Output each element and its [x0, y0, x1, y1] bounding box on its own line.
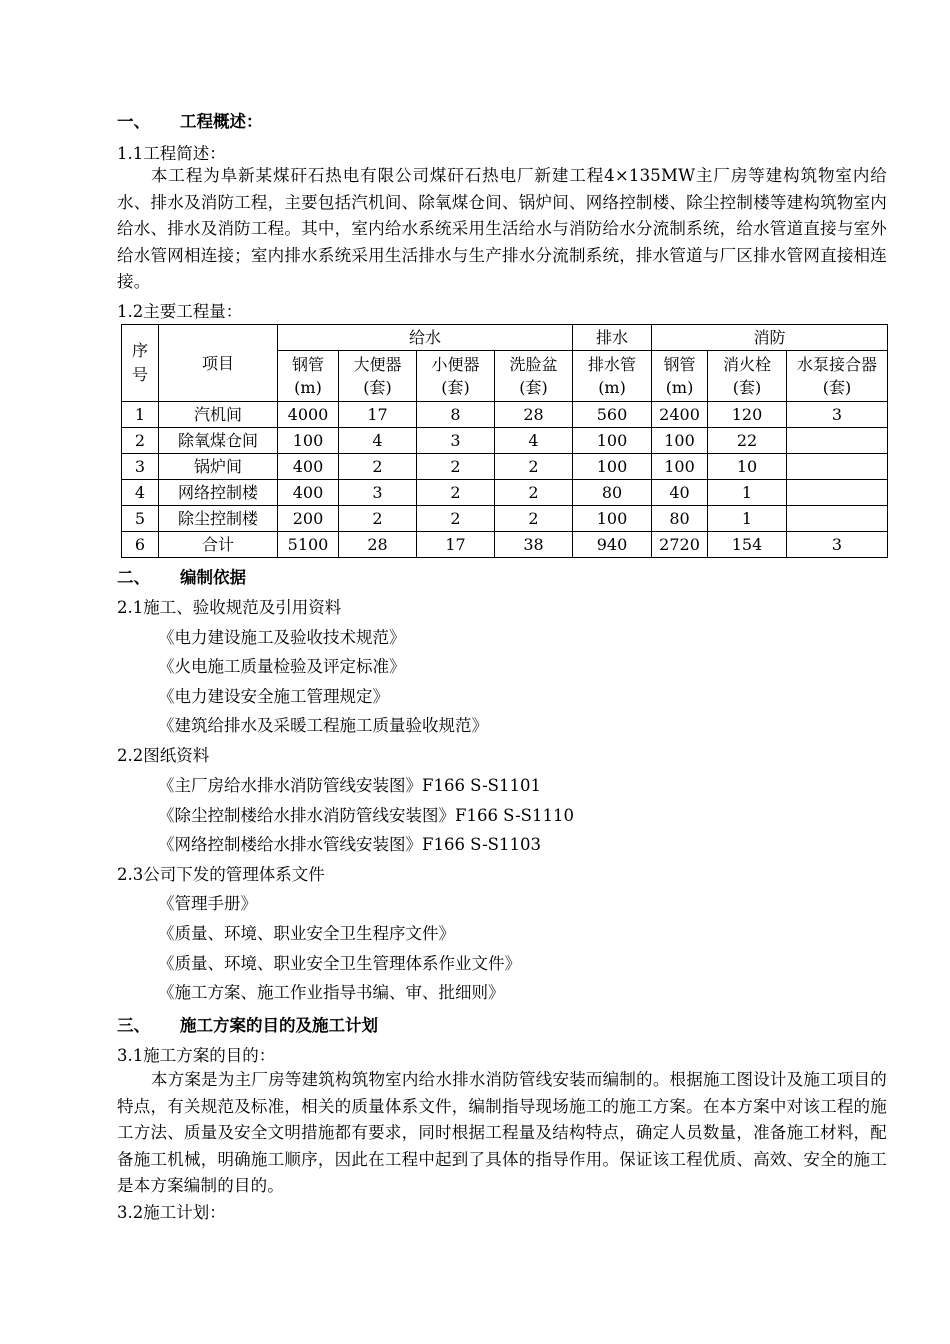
reference-item: 《电力建设施工及验收技术规范》 — [158, 628, 406, 647]
quantity-cell: 100 — [652, 428, 708, 454]
quantity-cell: 80 — [652, 506, 708, 532]
section-1-heading — [117, 108, 263, 132]
header-no: 序号 — [122, 325, 159, 402]
unit-header: 大便器(套) — [339, 351, 417, 402]
quantity-cell: 100 — [573, 454, 652, 480]
quantity-cell: 560 — [573, 402, 652, 428]
item-name-cell: 汽机间 — [159, 402, 278, 428]
subsection-2-1: 2.1施工、验收规范及引用资料 — [117, 598, 342, 617]
quantity-cell: 2 — [495, 480, 573, 506]
table-body — [122, 402, 888, 558]
table-row — [122, 454, 888, 480]
document-item: 《管理手册》 — [158, 894, 257, 913]
item-name-cell: 锅炉间 — [159, 454, 278, 480]
section-number: 二、 — [117, 568, 150, 587]
quantity-table — [121, 324, 888, 558]
row-number-cell: 4 — [122, 480, 159, 506]
section-3-heading — [117, 1012, 378, 1036]
reference-item: 《电力建设安全施工管理规定》 — [158, 687, 389, 706]
quantity-cell: 1 — [708, 506, 787, 532]
quantity-cell: 40 — [652, 480, 708, 506]
quantity-cell: 2 — [339, 506, 417, 532]
unit-header: 洗脸盆(套) — [495, 351, 573, 402]
row-number-cell: 5 — [122, 506, 159, 532]
document-item: 《施工方案、施工作业指导书编、审、批细则》 — [158, 983, 505, 1002]
item-name-cell: 合计 — [159, 532, 278, 558]
row-number-cell: 3 — [122, 454, 159, 480]
quantity-cell: 3 — [339, 480, 417, 506]
item-name-cell: 网络控制楼 — [159, 480, 278, 506]
drawing-item: 《主厂房给水排水消防管线安装图》F166 S-S1101 — [158, 776, 541, 795]
quantity-cell: 154 — [708, 532, 787, 558]
quantity-cell: 400 — [278, 454, 339, 480]
table-header-row — [122, 325, 888, 351]
quantity-cell: 100 — [573, 428, 652, 454]
quantity-cell: 2400 — [652, 402, 708, 428]
quantity-cell: 200 — [278, 506, 339, 532]
quantity-cell: 22 — [708, 428, 787, 454]
table-row — [122, 428, 888, 454]
quantity-cell: 10 — [708, 454, 787, 480]
section-number: 一、 — [117, 112, 150, 131]
unit-header: 排水管(m) — [573, 351, 652, 402]
quantity-cell: 100 — [278, 428, 339, 454]
row-number-cell: 1 — [122, 402, 159, 428]
quantity-cell — [787, 506, 888, 532]
purpose-paragraph: 本方案是为主厂房等建筑构筑物室内给水排水消防管线安装而编制的。根据施工图设计及施工项目的特点，有关规范及标准，相关的质量体系文件，编制指导现场施工的施工方案。在本方案中对该工程的施工方法、质量及安全文明措施都有要求，同时根据工程量及结构特点，确定人员数量，准备施工材料，配备施工机械，明确施工顺序，因此在工程中起到了具体的指导作用。保证该工程优质、高效、安全的施工是本方案编制的目的。 — [117, 1070, 887, 1196]
table-row — [122, 506, 888, 532]
quantity-cell: 400 — [278, 480, 339, 506]
reference-item: 《建筑给排水及采暖工程施工质量验收规范》 — [158, 716, 488, 735]
quantity-cell: 8 — [417, 402, 495, 428]
unit-header: 钢管(m) — [278, 351, 339, 402]
quantity-cell: 3 — [787, 532, 888, 558]
subsection-2-2: 2.2图纸资料 — [117, 746, 210, 765]
subsection-3-1: 3.1施工方案的目的： — [117, 1046, 276, 1065]
unit-header: 消火栓(套) — [708, 351, 787, 402]
quantity-cell: 120 — [708, 402, 787, 428]
quantity-cell: 4 — [339, 428, 417, 454]
header-fire: 消防 — [652, 325, 888, 351]
quantity-cell: 1 — [708, 480, 787, 506]
quantity-cell: 940 — [573, 532, 652, 558]
quantity-cell: 4 — [495, 428, 573, 454]
subsection-3-2: 3.2施工计划： — [117, 1203, 226, 1222]
document-item: 《质量、环境、职业安全卫生程序文件》 — [158, 924, 455, 943]
unit-header: 钢管(m) — [652, 351, 708, 402]
header-item: 项目 — [159, 325, 278, 402]
row-number-cell: 2 — [122, 428, 159, 454]
quantity-cell: 2 — [417, 480, 495, 506]
quantity-cell: 17 — [339, 402, 417, 428]
quantity-cell — [787, 454, 888, 480]
quantity-cell: 100 — [652, 454, 708, 480]
quantity-cell: 2 — [417, 454, 495, 480]
quantity-cell: 2 — [495, 454, 573, 480]
quantity-cell: 2720 — [652, 532, 708, 558]
section-title: 工程概述： — [180, 112, 263, 131]
section-number: 三、 — [117, 1016, 150, 1035]
quantity-cell — [787, 480, 888, 506]
quantity-cell: 17 — [417, 532, 495, 558]
unit-header: 小便器(套) — [417, 351, 495, 402]
overview-paragraph: 本工程为阜新某煤矸石热电有限公司煤矸石热电厂新建工程4×135MW主厂房等建构筑物室内给水、排水及消防工程，主要包括汽机间、除氧煤仓间、锅炉间、网络控制楼、除尘控制楼等建构筑物室内给水、排水及消防工程。其中，室内给水系统采用生活给水与消防给水分流制系统，给水管道直接与室外给水管网相连接；室内排水系统采用生活排水与生产排水分流制系统，排水管道与厂区排水管网直接相连接。 — [117, 166, 887, 292]
section-2-heading — [117, 564, 246, 588]
quantity-cell: 28 — [339, 532, 417, 558]
quantity-cell — [787, 428, 888, 454]
section-title: 编制依据 — [180, 568, 246, 587]
item-name-cell: 除尘控制楼 — [159, 506, 278, 532]
quantity-cell: 2 — [495, 506, 573, 532]
subsection-1-1: 1.1工程简述： — [117, 144, 226, 163]
item-name-cell: 除氧煤仓间 — [159, 428, 278, 454]
subsection-2-3: 2.3公司下发的管理体系文件 — [117, 865, 325, 884]
document-item: 《质量、环境、职业安全卫生管理体系作业文件》 — [158, 954, 521, 973]
quantity-cell: 3 — [787, 402, 888, 428]
drawing-item: 《除尘控制楼给水排水消防管线安装图》F166 S-S1110 — [158, 806, 574, 825]
drawing-item: 《网络控制楼给水排水管线安装图》F166 S-S1103 — [158, 835, 541, 854]
quantity-cell: 100 — [573, 506, 652, 532]
unit-header: 水泵接合器(套) — [787, 351, 888, 402]
quantity-cell: 2 — [417, 506, 495, 532]
quantity-cell: 38 — [495, 532, 573, 558]
table-row — [122, 402, 888, 428]
reference-item: 《火电施工质量检验及评定标准》 — [158, 657, 406, 676]
quantity-cell: 5100 — [278, 532, 339, 558]
subsection-1-2: 1.2主要工程量： — [117, 302, 243, 321]
quantity-cell: 2 — [339, 454, 417, 480]
section-title: 施工方案的目的及施工计划 — [180, 1016, 378, 1035]
header-drainage: 排水 — [573, 325, 652, 351]
quantity-cell: 3 — [417, 428, 495, 454]
quantity-cell: 4000 — [278, 402, 339, 428]
table-row — [122, 532, 888, 558]
quantity-cell: 28 — [495, 402, 573, 428]
row-number-cell: 6 — [122, 532, 159, 558]
header-water-supply: 给水 — [278, 325, 573, 351]
quantity-cell: 80 — [573, 480, 652, 506]
table-row — [122, 480, 888, 506]
